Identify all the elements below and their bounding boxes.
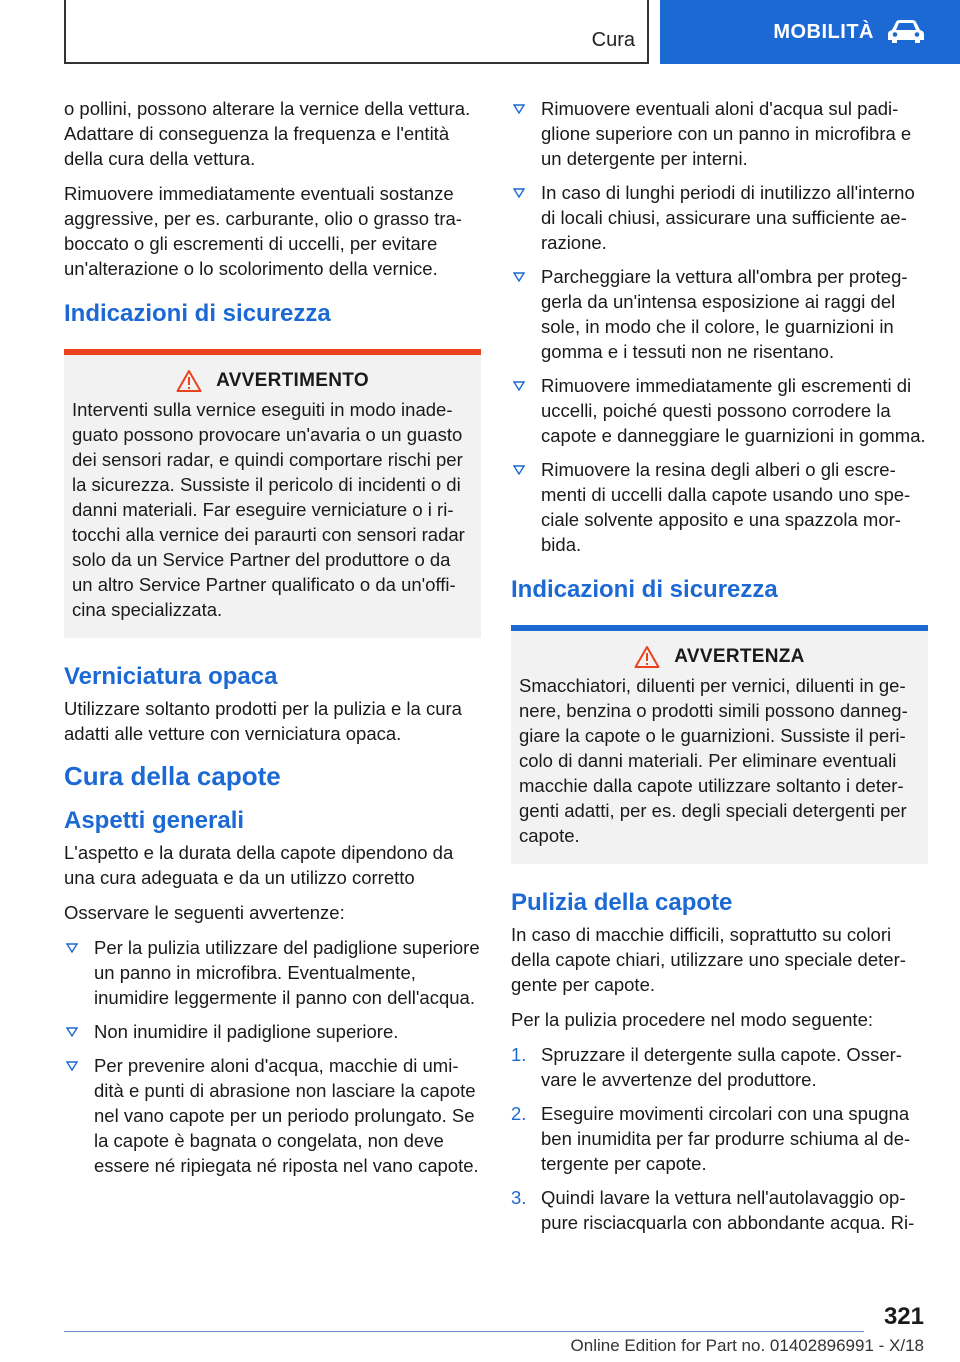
bullet-triangle-icon <box>66 1061 78 1071</box>
list-item <box>64 935 481 1010</box>
warning-header <box>72 369 473 393</box>
page-number: 321 <box>883 1303 924 1330</box>
bullet-triangle-icon <box>66 943 78 953</box>
list-item <box>511 264 928 364</box>
aggressive-substances-paragraph: Rimuovere immediatamente eventuali sostanze aggressive, per es. carburante, olio o grasso traboccato o gli escrementi di uccelli, per evitare un'alterazione o lo scolorimento della vernice. <box>64 183 462 279</box>
step-text: Spruzzare il detergente sulla capote. Osservare le avvertenze del produttore. <box>541 1044 902 1090</box>
step-number: 3. <box>511 1187 527 1208</box>
header-section-box <box>64 0 649 64</box>
bullet-triangle-icon <box>513 272 525 282</box>
list-item-text: In caso di lunghi periodi di inutilizzo all'interno di locali chiusi, assicurare una sufficiente aerazione. <box>541 182 915 253</box>
list-item-text: Per la pulizia utilizzare del padiglione superiore un panno in microfibra. Eventualmente, inumidire leggermente il panno con dell'acqua. <box>94 937 480 1008</box>
caution-header <box>519 645 920 669</box>
intro-paragraph: o pollini, possono alterare la vernice della vettura. Adattare di conseguenza la frequenza e l'entità della cura della vettura. <box>64 98 471 169</box>
top-cleaning-heading: Pulizia della capote <box>511 889 733 916</box>
car-icon <box>886 19 926 45</box>
list-item-text: Rimuovere eventuali aloni d'acqua sul padiglione superiore con un panno in microfibra e un detergente per interni. <box>541 98 912 169</box>
bullet-triangle-icon <box>513 104 525 114</box>
matte-paint-heading: Verniciatura opaca <box>64 663 278 690</box>
observe-text: Osservare le seguenti avvertenze: <box>64 902 345 923</box>
step-number: 1. <box>511 1044 527 1065</box>
top-cleaning-text: In caso di macchie difficili, soprattutto su colori della capote chiari, utilizzare uno speciale detergente per capote. <box>511 924 906 995</box>
list-item <box>511 1101 928 1176</box>
warning-title: AVVERTIMENTO <box>216 370 369 391</box>
list-item <box>511 96 928 171</box>
list-item <box>64 1053 481 1178</box>
header-chapter-tab[interactable] <box>660 0 960 64</box>
list-item <box>511 373 928 448</box>
right-bullet-list <box>511 96 928 557</box>
left-bullet-list <box>64 935 481 1178</box>
list-item <box>511 1185 928 1235</box>
bullet-triangle-icon <box>66 1027 78 1037</box>
caution-title: AVVERTENZA <box>674 646 805 667</box>
matte-paint-text: Utilizzare soltanto prodotti per la pulizia e la cura adatti alle vetture con verniciatura opaca. <box>64 698 462 744</box>
warning-text: Interventi sulla vernice eseguiti in modo inadeguato possono provocare un'avaria o un guasto dei sensori radar, e quindi comportare rischi per la sicurezza. Sussiste il pericolo di incidenti o di danni materiali. Far eseguire verniciature o i ritocchi alla vernice dei paraurti con sensori radar solo da un Service Partner del produttore o da un altro Service Partner qualificato o da un'officina specializzata. <box>72 399 465 620</box>
list-item-text: Parcheggiare la vettura all'ombra per proteggerla da un'intensa esposizione ai raggi del sole, in modo che il colore, le guarnizioni in gomma e i tessuti non ne risentano. <box>541 266 908 362</box>
list-item <box>511 1042 928 1092</box>
step-text: Quindi lavare la vettura nell'autolavaggio oppure risciacquarla con abbondante acqua. Ri- <box>541 1187 915 1233</box>
bullet-triangle-icon <box>513 188 525 198</box>
safety-heading: Indicazioni di sicurezza <box>64 300 331 327</box>
safety-heading-2: Indicazioni di sicurezza <box>511 576 778 603</box>
footer-divider <box>64 1331 864 1332</box>
header-section-title: Cura <box>591 29 635 51</box>
warning-triangle-icon <box>634 645 660 669</box>
general-heading: Aspetti generali <box>64 807 245 834</box>
cleaning-steps-list <box>511 1042 928 1235</box>
procedure-text: Per la pulizia procedere nel modo seguente: <box>511 1009 874 1030</box>
right-column <box>511 96 928 1244</box>
list-item-text: Rimuovere la resina degli alberi o gli escrementi di uccelli dalla capote usando uno speciale solvente apposito e una spazzola morbida. <box>541 459 911 555</box>
list-item <box>511 457 928 557</box>
warning-triangle-icon <box>176 369 202 393</box>
caution-box <box>511 625 928 864</box>
list-item-text: Non inumidire il padiglione superiore. <box>94 1021 399 1042</box>
top-care-heading: Cura della capote <box>64 761 281 791</box>
list-item-text: Per prevenire aloni d'acqua, macchie di umidità e punti di abrasione non lasciare la capote nel vano capote per un periodo prolungato. Se la capote è bagnata o congelata, non deve essere né ripiegata né riposta nel vano capote. <box>94 1055 479 1176</box>
warning-box <box>64 349 481 638</box>
bullet-triangle-icon <box>513 465 525 475</box>
list-item-text: Rimuovere immediatamente gli escrementi di uccelli, poiché questi possono corrodere la capote e danneggiare le guarnizioni in gomma. <box>541 375 926 446</box>
list-item <box>64 1019 481 1044</box>
left-column <box>64 96 481 1187</box>
step-number: 2. <box>511 1103 527 1124</box>
bullet-triangle-icon <box>513 381 525 391</box>
list-item <box>511 180 928 255</box>
footer-edition-text: Online Edition for Part no. 01402896991 - X/18 <box>570 1336 924 1355</box>
step-text: Eseguire movimenti circolari con una spugna ben inumidita per far produrre schiuma al detergente per capote. <box>541 1103 911 1174</box>
general-text: L'aspetto e la durata della capote dipendono da una cura adeguata e da un utilizzo corretto <box>64 842 454 888</box>
header-chapter-label: MOBILITÀ <box>773 20 874 43</box>
caution-text: Smacchiatori, diluenti per vernici, diluenti in genere, benzina o prodotti simili possono danneggiare la capote o le guarnizioni. Sussiste il pericolo di danni materiali. Per eliminare eventuali macchie dalla capote utilizzare soltanto i detergenti adatti, per es. degli speciali detergenti per capote. <box>519 675 908 846</box>
